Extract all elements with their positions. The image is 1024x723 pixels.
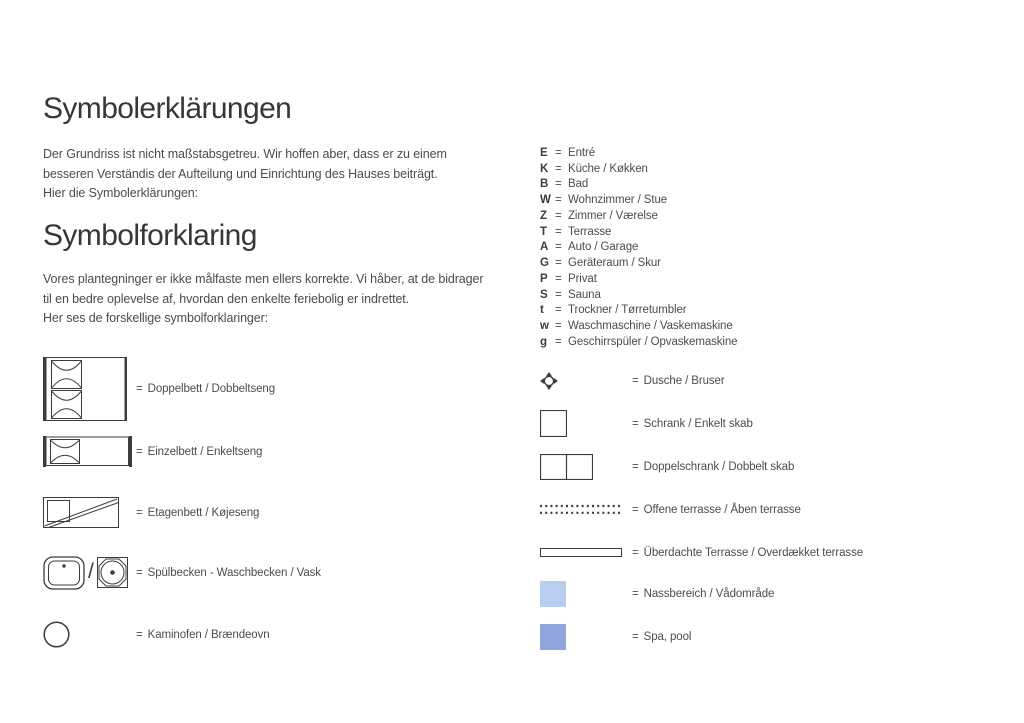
legend-label [136,629,270,641]
legend-label [632,504,801,516]
letter-key: w [540,320,549,333]
legend-row-single-cabinet [540,410,753,437]
covered-terrace-icon [540,548,632,557]
equals-sign: = [555,209,562,222]
letter-legend-row [540,255,737,271]
letter-legend-row [540,318,737,334]
equals-sign: = [555,272,562,285]
legend-row-covered-terrace [540,548,863,557]
legend-label [632,588,774,600]
letter-key: t [540,304,544,317]
legend-label-text: Spülbecken - Waschbecken / Vask [147,566,321,579]
legend-label-text: Etagenbett / Køjeseng [147,506,260,519]
legend-label [136,446,262,458]
legend-label-text: Überdachte Terrasse / Overdækket terrasse [643,546,864,559]
legend-label-text: Dusche / Bruser [643,375,725,387]
legend-label [632,461,794,473]
letter-key: S [540,288,548,301]
equals-sign: = [555,146,562,159]
letter-legend-row [540,240,737,256]
equals-sign: = [632,546,639,559]
legend-label-text: Kaminofen / Brændeovn [147,628,270,641]
kitchen-sink-icon [43,556,85,590]
letter-label: Wohnzimmer / Stue [568,194,668,207]
letter-legend [540,145,737,350]
intro-paragraph-german [43,145,447,204]
equals-sign: = [632,588,639,600]
equals-sign: = [136,445,143,458]
legend-label [632,418,753,430]
spa-pool-swatch [540,624,566,650]
legend-row-shower [540,372,725,390]
equals-sign: = [136,506,143,519]
equals-sign: = [136,383,143,395]
double-cabinet-icon [540,454,632,480]
legend-label-text: Doppelschrank / Dobbelt skab [643,461,795,473]
single-cabinet-icon [540,410,632,437]
paragraph-line: Vores plantegninger er ikke målfaste men ellers korrekte. Vi håber, at de bidrager [43,272,484,286]
legend-row-double-bed [43,357,275,421]
letter-legend-row [540,177,737,193]
letter-key: B [540,178,549,191]
letter-key: P [540,272,548,285]
paragraph-line: Der Grundriss ist nicht maßstabsgetreu. Wir hoffen aber, dass er zu einem [43,147,447,161]
legend-row-double-cabinet [540,454,794,480]
equals-sign: = [555,178,562,191]
equals-sign: = [555,194,562,207]
letter-key: G [540,257,549,270]
letter-legend-row [540,192,737,208]
letter-label: Entré [568,146,595,159]
equals-sign: = [555,162,562,175]
spa-pool-icon [540,624,632,650]
shower-icon [540,372,632,390]
letter-legend-row [540,208,737,224]
double-bed-icon [43,357,136,421]
letter-label: Trockner / Tørretumbler [568,304,687,317]
legend-row-spa-pool [540,624,691,650]
letter-label: Privat [568,272,597,285]
letter-key: K [540,162,549,175]
legend-label-text: Einzelbett / Enkeltseng [147,445,263,458]
legend-row-bunk-bed [43,497,259,528]
letter-legend-row [540,145,737,161]
letter-label: Bad [568,178,589,191]
letter-legend-row [540,161,737,177]
single-bed-icon [43,436,136,467]
letter-key: g [540,335,547,348]
open-terrace-icon [540,504,632,515]
equals-sign: = [555,241,562,254]
legend-label [136,383,275,395]
letter-key: E [540,146,548,159]
legend-label [136,507,259,519]
letter-label: Waschmaschine / Vaskemaskine [568,320,733,333]
legend-row-wood-stove [43,621,270,648]
slash-separator: / [88,559,94,583]
legend-label-text: Schrank / Enkelt skab [643,417,753,430]
equals-sign: = [555,320,562,333]
paragraph-line: Hier die Symbolerklärungen: [43,186,199,200]
wet-area-swatch [540,581,566,607]
legend-label-text: Doppelbett / Dobbeltseng [147,383,276,395]
letter-key: T [540,225,547,238]
paragraph-line: Her ses de forskellige symbolforklaringer: [43,311,269,325]
bunk-bed-icon [43,497,136,528]
page-title-danish: Symbolforklaring [43,219,257,252]
equals-sign: = [632,631,639,643]
letter-label: Auto / Garage [568,241,639,254]
legend-row-wet-area [540,581,774,607]
letter-label: Geschirrspüler / Opvaskemaskine [568,335,738,348]
equals-sign: = [555,257,562,270]
letter-legend-row [540,287,737,303]
legend-label [632,547,863,559]
legend-label [632,375,725,387]
paragraph-line: til en bedre oplevelse af, hvordan den enkelte feriebolig er indrettet. [43,291,410,306]
equals-sign: = [555,304,562,317]
equals-sign: = [555,225,562,238]
paragraph-line: besseren Verständis der Aufteilung und Einrichtung des Hauses beiträgt. [43,166,438,181]
legend-label [136,567,321,579]
letter-legend-row [540,303,737,319]
letter-legend-row [540,271,737,287]
wet-area-icon [540,581,632,607]
equals-sign: = [632,461,639,473]
letter-key: Z [540,209,547,222]
legend-row-open-terrace [540,504,801,515]
legend-label-text: Offene terrasse / Åben terrasse [643,503,801,516]
equals-sign: = [555,335,562,348]
equals-sign: = [632,375,639,387]
legend-label [632,631,691,643]
legend-row-sink [43,555,321,590]
legend-label-text: Nassbereich / Vådområde [643,588,775,600]
letter-key: A [540,241,549,254]
page-title-german: Symbolerklärungen [43,92,292,125]
equals-sign: = [136,628,143,641]
equals-sign: = [632,503,639,516]
letter-label: Terrasse [568,225,612,238]
letter-legend-row [540,334,737,350]
legend-row-single-bed [43,436,262,467]
letter-label: Sauna [568,288,601,301]
letter-legend-row [540,224,737,240]
equals-sign: = [136,566,143,579]
wood-stove-icon [43,621,136,648]
letter-label: Küche / Køkken [568,162,648,175]
legend-label-text: Spa, pool [643,631,692,643]
letter-label: Geräteraum / Skur [568,257,661,270]
equals-sign: = [632,417,639,430]
equals-sign: = [555,288,562,301]
intro-paragraph-danish [43,270,483,329]
letter-label: Zimmer / Værelse [568,209,658,222]
wash-basin-icon [97,557,128,588]
sink-icon [43,556,136,590]
letter-key: W [540,194,551,207]
